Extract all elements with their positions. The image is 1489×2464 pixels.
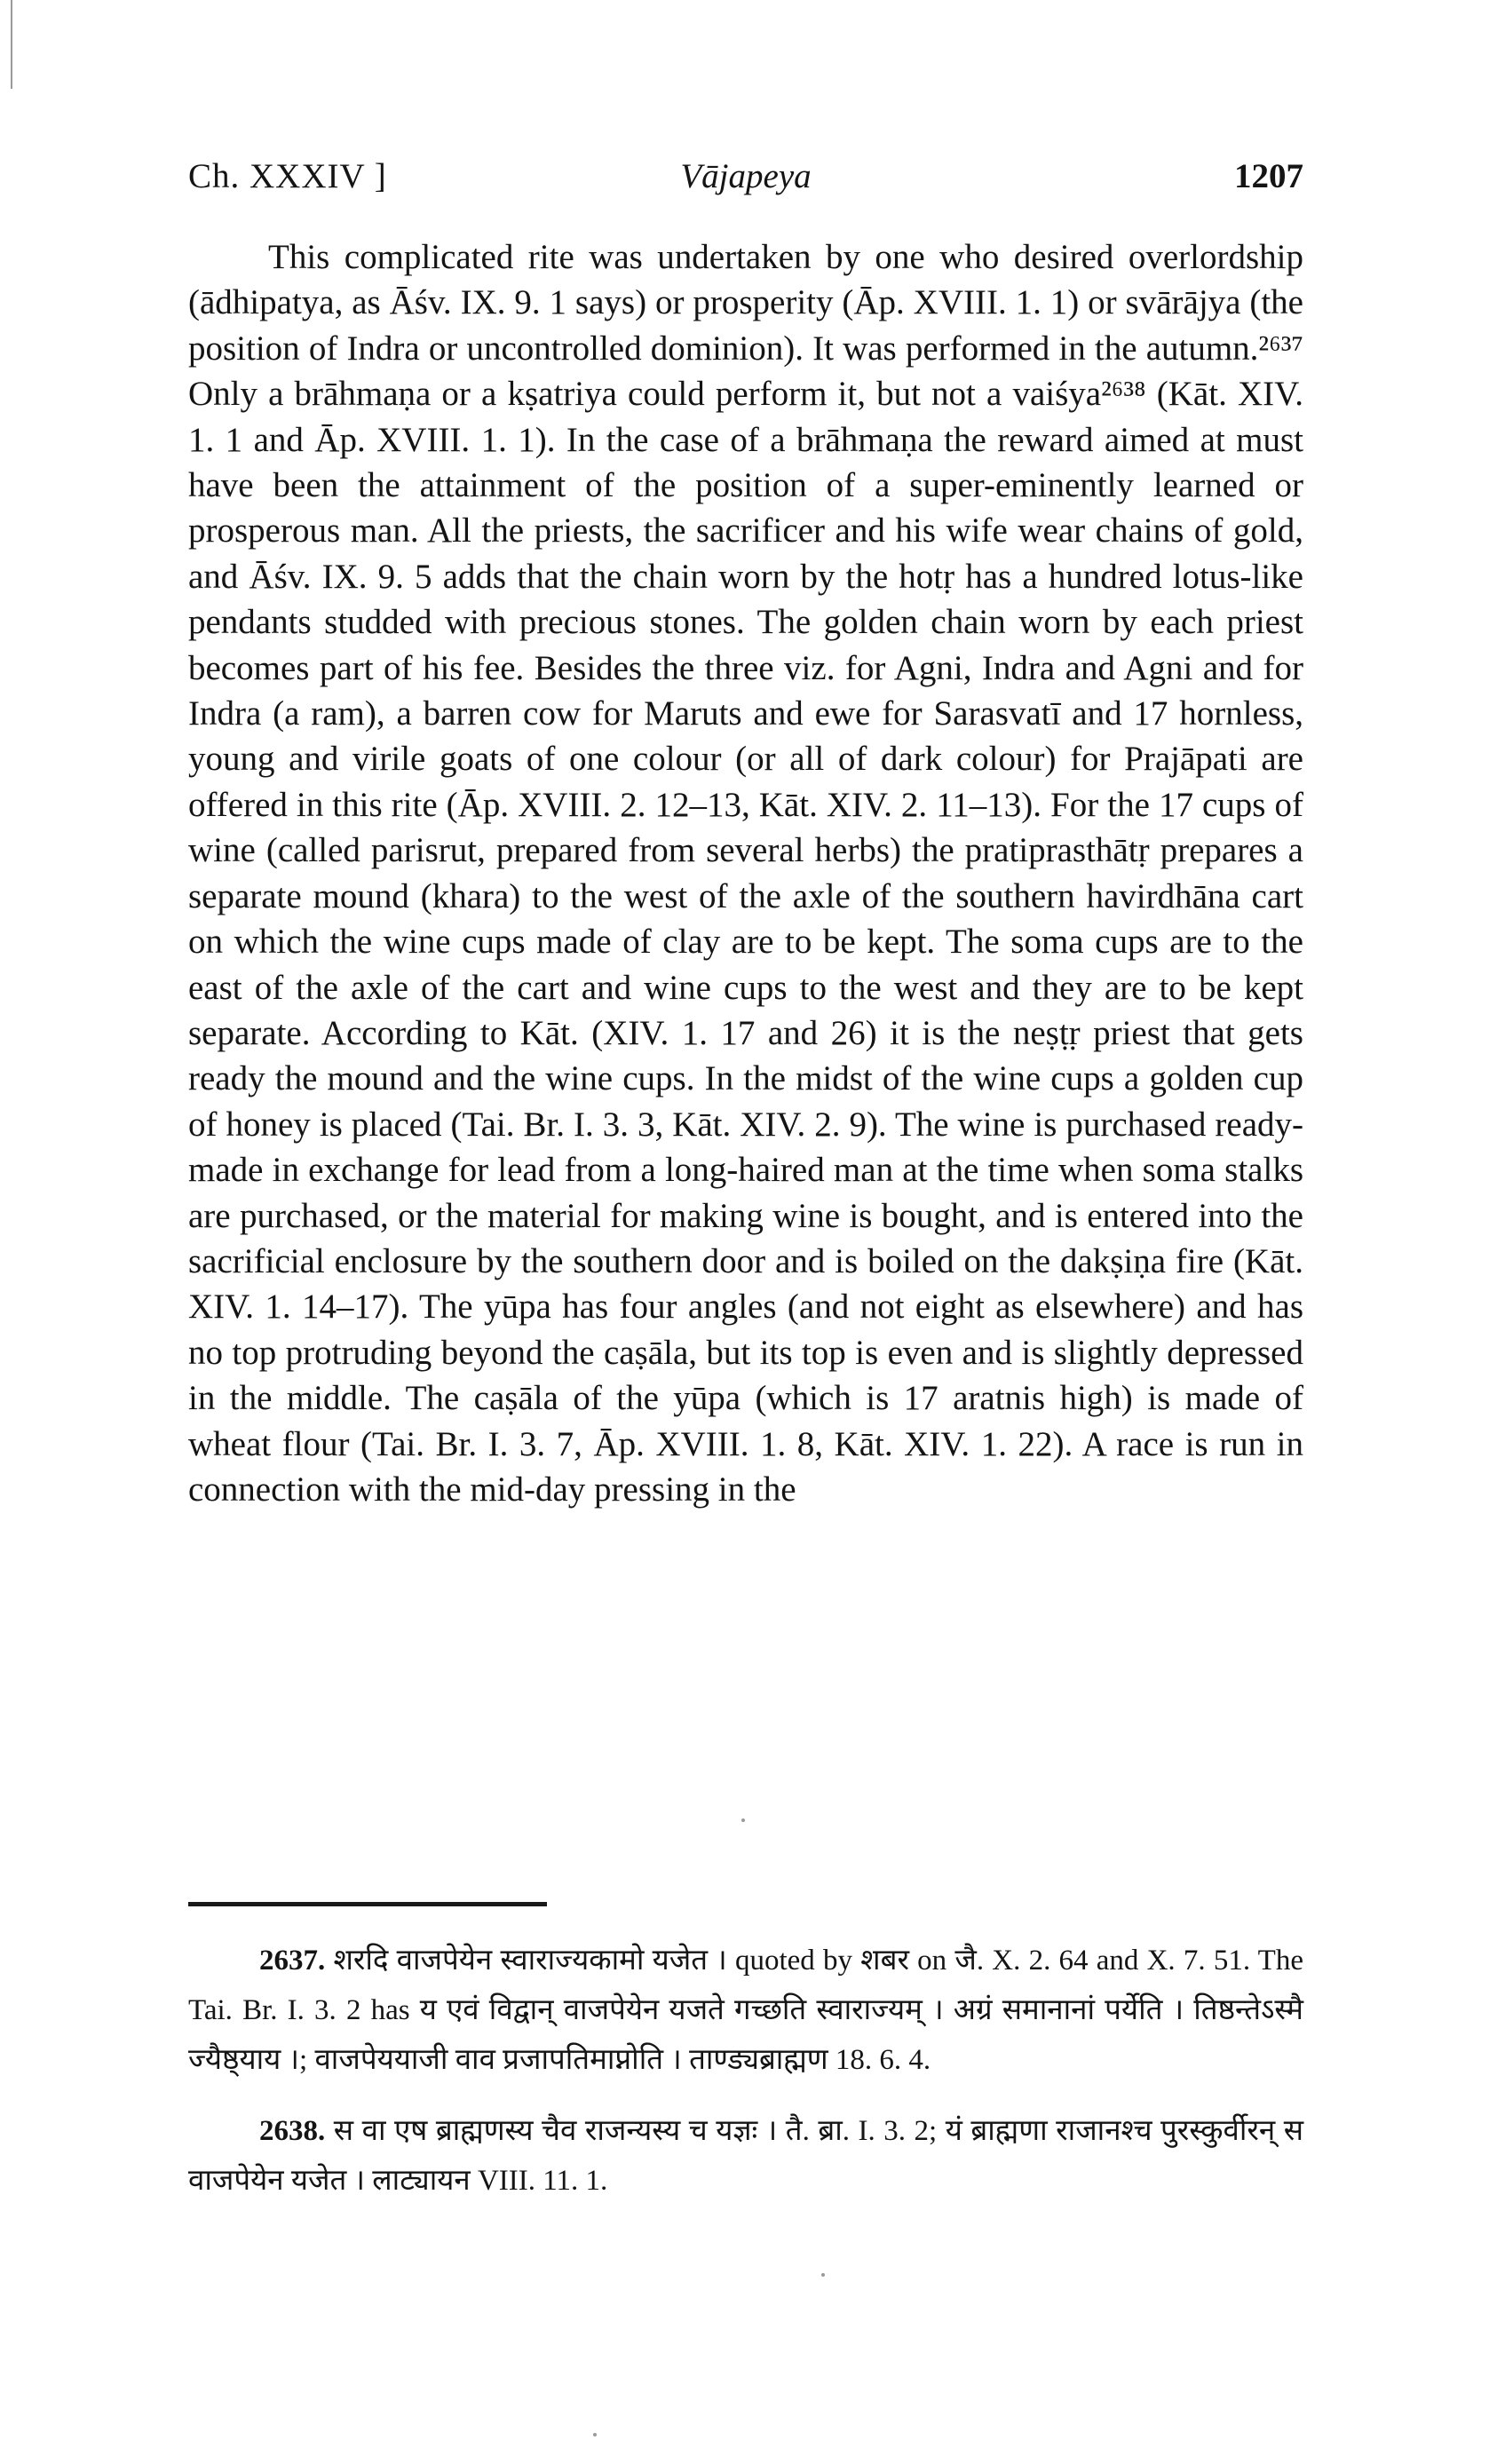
footnote-2638 xyxy=(188,2106,1303,2206)
footnote-2637 xyxy=(188,1936,1303,2085)
footnote-number: 2637. xyxy=(259,1945,326,1977)
footnote-text: स वा एष ब्राह्मणस्य चैव राजन्यस्य च यज्ञः । तै. ब्रा. I. 3. 2; यं ब्राह्मणा राजानश्च पुरस्कुर्वीरन् स वाजपेयेन यजेत । लाट्यायन VIII. 11. 1. xyxy=(188,2115,1304,2197)
page-number: 1207 xyxy=(1234,157,1303,195)
footnote-separator-rule xyxy=(188,1902,547,1906)
main-text xyxy=(188,234,1303,1512)
footnote-text: शरदि वाजपेयेन स्वाराज्यकामो यजेत । quoted by शबर on जै. X. 2. 64 and X. 7. 51. The Tai. Br. I. 3. 2 has य एवं विद्वान् वाजपेयेन यजते गच्छति स्वाराज्यम् । अग्रं समानानां पर्येति । तिष्ठन्तेऽस्मै ज्यैष्ठ्याय ।; वाजपेययाजी वाव प्रजापतिमाप्नोति । ताण्ड्यब्राह्मण 18. 6. 4. xyxy=(188,1945,1303,2076)
footnotes xyxy=(188,1936,1303,2227)
footnote-number: 2638. xyxy=(259,2115,326,2147)
running-title: Vājapeya xyxy=(680,157,812,195)
scan-speck xyxy=(741,1818,745,1822)
chapter-label: Ch. XXXIV ] xyxy=(188,157,387,195)
running-header xyxy=(188,156,1303,210)
scan-speck xyxy=(821,2273,825,2277)
scan-edge-line xyxy=(11,0,12,89)
body-paragraph: This complicated rite was undertaken by one who desired overlordship (ādhipatya, as Āśv. IX. 9. 1 says) or prosperity (Āp. XVIII. 1. 1) or svārājya (the position of Indra or uncontrolled dominion). It was performed in the autumn.²⁶³⁷ Only a brāhmaṇa or a kṣatriya could perform it, but not a vaiśya²⁶³⁸ (Kāt. XIV. 1. 1 and Āp. XVIII. 1. 1). In the case of a brāhmaṇa the reward aimed at must have been the attainment of the position of a super-eminently learned or prosperous man. All the priests, the sacrificer and his wife wear chains of gold, and Āśv. IX. 9. 5 adds that the chain worn by the hotṛ has a hundred lotus-like pendants studded with precious stones. The golden chain worn by each priest becomes part of his fee. Besides the three viz. for Agni, Indra and Agni and for Indra (a ram), a barren cow for Maruts and ewe for Sarasvatī and 17 hornless, young and virile goats of one colour (or all of dark colour) for Prajāpati are offered in this rite (Āp. XVIII. 2. 12–13, Kāt. XIV. 2. 11–13). For the 17 cups of wine (called parisrut, prepared from several herbs) the pratiprasthātṛ prepares a separate mound (khara) to the west of the axle of the southern havirdhāna cart on which the wine cups made of clay are to be kept. The soma cups are to the east of the axle of the cart and wine cups to the west and they are to be kept separate. According to Kāt. (XIV. 1. 17 and 26) it is the neṣṭṛ priest that gets ready the mound and the wine cups. In the midst of the wine cups a golden cup of honey is placed (Tai. Br. I. 3. 3, Kāt. XIV. 2. 9). The wine is purchased ready-made in exchange for lead from a long-haired man at the time when soma stalks are purchased, or the material for making wine is bought, and is entered into the sacrificial enclosure by the southern door and is boiled on the dakṣiṇa fire (Kāt. XIV. 1. 14–17). The yūpa has four angles (and not eight as elsewhere) and has no top protruding beyond the caṣāla, but its top is even and is slightly depressed in the middle. The caṣāla of the yūpa (which is 17 aratnis high) is made of wheat flour (Tai. Br. I. 3. 7, Āp. XVIII. 1. 8, Kāt. XIV. 1. 22). A race is run in connection with the mid-day pressing in the xyxy=(188,238,1303,1509)
scan-speck xyxy=(593,2433,597,2436)
